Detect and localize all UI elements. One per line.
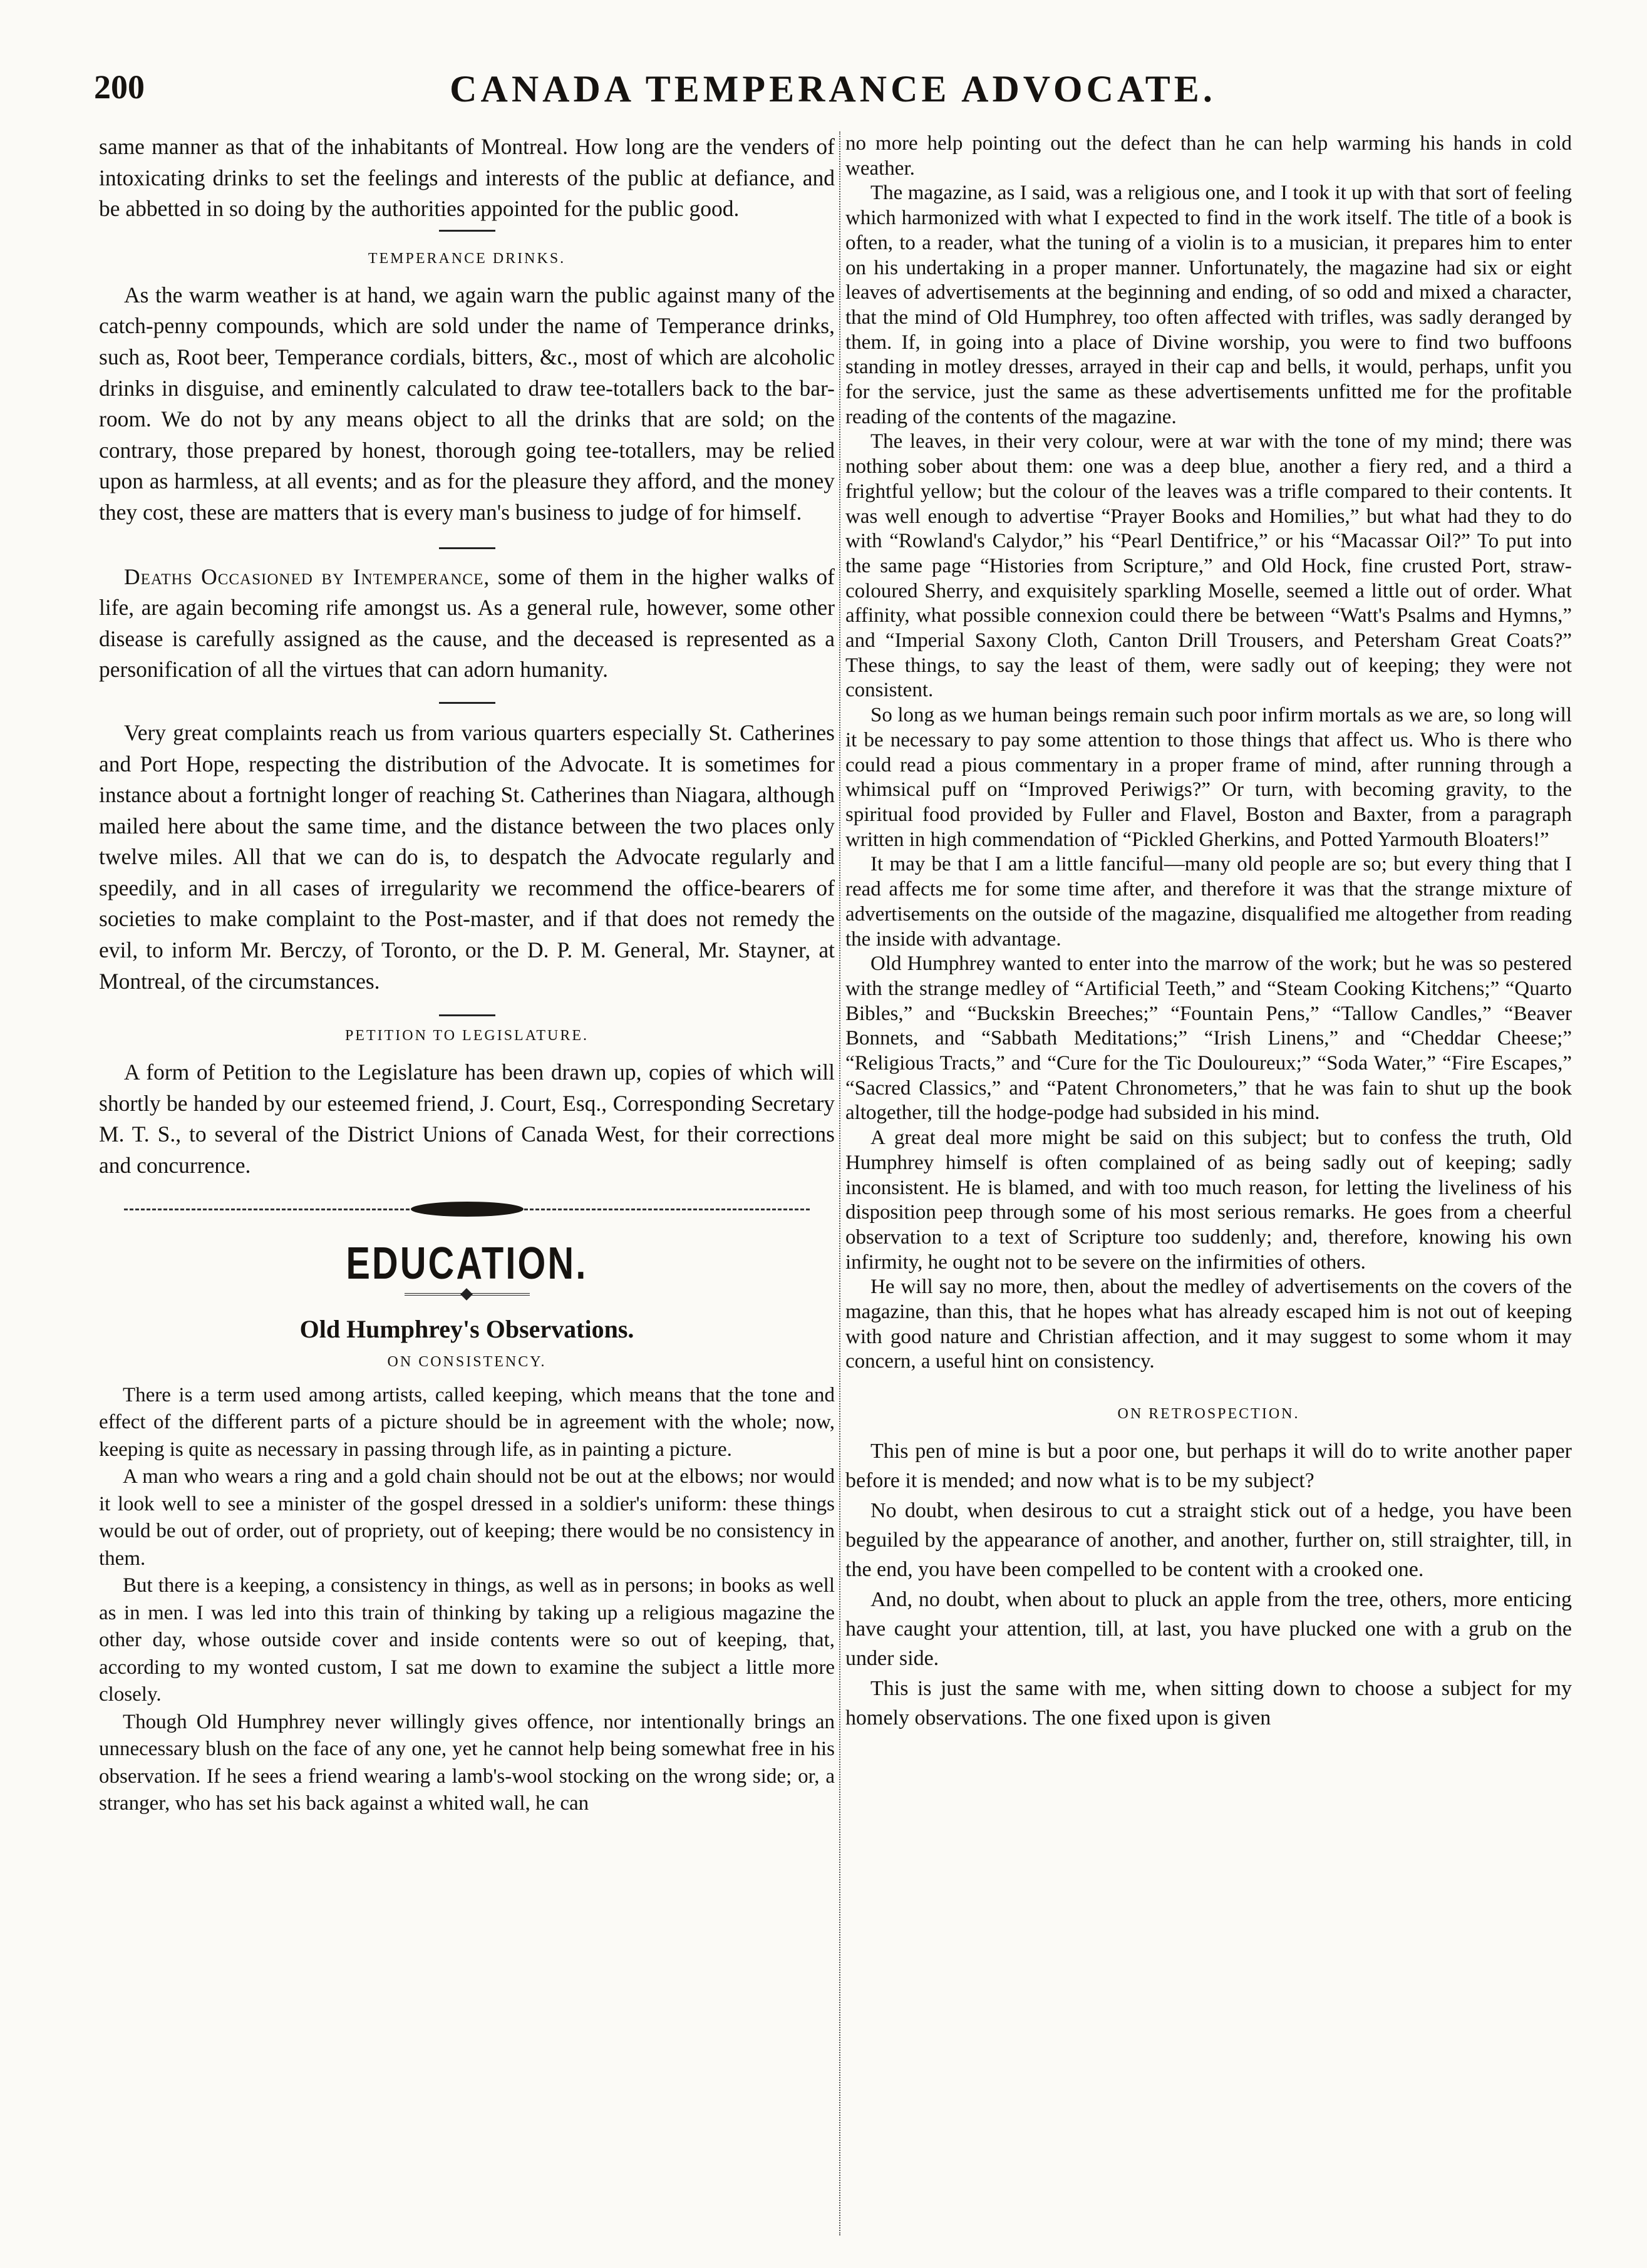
divider-rule	[439, 702, 495, 704]
article-paragraph: He will say no more, then, about the medley of advertisements on the covers of the magazine, than this, that he hopes what has already escaped him is not out of keeping with good nature and Christian affection, and it may suggest to some whom it may concern, a useful hint on consistency.	[845, 1276, 1572, 1373]
article-paragraph: This is just the same with me, when sitting down to choose a subject for my homely observations. The one fixed upon is given	[845, 1676, 1572, 1729]
section-heading-petition: PETITION TO LEGISLATURE.	[344, 1028, 589, 1044]
retrospection-section	[845, 1406, 1572, 1733]
ornamental-divider	[99, 1197, 835, 1222]
deaths-body: some of them in the higher walks of life, are again becoming rife amongst us. As a general rule, however, some other disease is carefully assigned as the cause, and the deceased is represented as a personification of all the virtues that can adorn humanity.	[99, 564, 835, 683]
article-paragraph: And, no doubt, when about to pluck an apple from the tree, others, more enticing have caught your attention, till, at last, you have plucked one with a grub on the under side.	[845, 1587, 1572, 1671]
article-paragraph: This pen of mine is but a poor one, but perhaps it will do to write another paper before it is mended; and now what is to be my subject?	[845, 1440, 1572, 1493]
heading-flourish	[405, 1293, 530, 1296]
section-heading-temperance-drinks: TEMPERANCE DRINKS.	[368, 250, 566, 267]
divider-rule	[439, 1014, 495, 1016]
page-header	[94, 68, 1572, 119]
article-paragraph: So long as we human beings remain such poor infirm mortals as we are, so long will it be necessary to pay some attention to those things that affect us. Who is there who could read a pious commentary in a proper frame of mind, after running through a whimsical puff on “Improved Periwigs?” Or turn, with becoming gravity, to the spiritual food provided by Fuller and Flavel, Boston and Baxter, from a paragraph written in high commendation of “Pickled Gherkins, and Potted Yarmouth Bloaters!”	[845, 704, 1572, 851]
article-paragraph: The leaves, in their very colour, were at war with the tone of my mind; there was nothing sober about them: one was a deep blue, another a fiery red, and a third a frightful yellow; but the colour of the leaves was a trifle compared to their contents. It was well enough to advertise “Prayer Books and Homilies,” but what had they to do with “Rowland's Calydor,” his “Pearl Dentifrice,” or his “Macassar Oil?” To put into the same page “Histories from Scripture,” and Old Hock, fine crusted Port, straw-coloured Sherry, and exquisitely sparkling Moselle, seemed a little out of order. What affinity, what possible connexion could there be between “Watt's Psalms and Hymns,” and “Imperial Saxony Cloth, Canton Drill Trousers, and Petersham Great Coats?” These things, to say the least of them, were sadly out of keeping; they were not consistent.	[845, 430, 1572, 702]
education-heading: EDUCATION.	[346, 1238, 588, 1289]
article-paragraph: But there is a keeping, a consistency in things, as well as in persons; in books as well as in men. I was led into this train of thinking by taking up a religious magazine the other day, whose outside cover and inside contents were so out of keeping, that, according to my wonted custom, I sat me down to examine the subject a little more closely.	[99, 1574, 835, 1706]
article-paragraph: A great deal more might be said on this subject; but to confess the truth, Old Humphrey himself is often complained of as being sadly out of keeping; sadly inconsistent. He is blamed, and with too much reason, for letting the liveliness of his disposition peep through some of his most serious remarks. He goes from a cheerful observation to a text of Scripture too suddenly; and, therefore, knowing his own infirmity, he ought not to be severe on the infirmities of others.	[845, 1126, 1572, 1274]
paragraph-deaths	[99, 562, 835, 686]
right-column	[845, 131, 1572, 2248]
left-column	[99, 131, 835, 2248]
page-number: 200	[94, 68, 145, 106]
running-title: CANADA TEMPERANCE ADVOCATE.	[450, 68, 1216, 110]
article-paragraph: The magazine, as I said, was a religious one, and I took it up with that sort of feeling which harmonized with what I expected to find in the work itself. The title of a book is often, to a reader, what the tuning of a violin is to a musician, it prepares him to enter on his undertaking in a proper manner. Unfortunately, the magazine had six or eight leaves of advertisements at the beginning and ending, of so odd and mixed a character, that the mind of Old Humphrey, too often affected with trifles, was sadly deranged by them. If, in going into a place of Divine worship, you were to find two buffoons standing in motley dresses, arrayed in their cap and bells, it would, perhaps, unfit you for the service, just the same as these advertisements unfitted me for the profitable reading of the contents of the magazine.	[845, 182, 1572, 428]
paragraph-complaints: Very great complaints reach us from various quarters especially St. Catherines and Port Hope, respecting the distribution of the Advocate. It is sometimes for instance about a fortnight longer of reaching St. Catherines than Niagara, although mailed here about the same time, and the distance between the two places only twelve miles. All that we can do is, to despatch the Advocate regularly and speedily, and in all cases of irregularity we recommend the office-bearers of societies to make complaint to the Post-master, and if that does not remedy the evil, to inform Mr. Berczy, of Toronto, or the D. P. M. General, Mr. Stayner, at Montreal, of the circumstances.	[99, 719, 835, 994]
article-paragraph: There is a term used among artists, called keeping, which means that the tone and effect of the different parts of a picture should be in agreement with the whole; now, keeping is quite as necessary in passing through life, as in painting a picture.	[99, 1383, 835, 1461]
column-divider	[839, 131, 842, 2235]
divider-rule	[439, 230, 495, 232]
paragraph-petition: A form of Petition to the Legislature has been drawn up, copies of which will shortly be handed by our esteemed friend, J. Court, Esq., Corresponding Secretary M. T. S., to several of the District Unions of Canada West, for their corrections and concurrence.	[99, 1059, 835, 1178]
paragraph-montreal: same manner as that of the inhabitants of Montreal. How long are the venders of intoxicating drinks to set the feelings and interests of the public at defiance, and be abbetted in so doing by the authorities appointed for the public good.	[99, 134, 835, 222]
article-subtitle: ON CONSISTENCY.	[387, 1353, 547, 1370]
article-paragraph: Old Humphrey wanted to enter into the marrow of the work; but he was so pestered with the strange medley of “Artificial Teeth,” and “Steam Cooking Kitchens;” “Quarto Bibles,” and “Buckskin Breeches;” “Fountain Pens,” “Tallow Candles,” “Beaver Bonnets, and “Sabbath Meditations;” “Irish Linens,” and “Cheddar Cheese;” “Religious Tracts,” and “Cure for the Tic Douloureux;” “Soda Water,” “Fire Escapes,” “Sacred Classics,” and “Patent Chronometers,” that he was fain to shut up the book altogether, till the hodge-podge had subsided in his mind.	[845, 952, 1572, 1125]
section-heading-retrospection: ON RETROSPECTION.	[1117, 1406, 1300, 1423]
article-paragraph: No doubt, when desirous to cut a straight stick out of a hedge, you have been beguiled by the appearance of another, and another, further on, still straighter, till, in the end, you have been compelled to be content with a crooked one.	[845, 1498, 1572, 1582]
editorial-notes	[99, 131, 835, 1182]
article-paragraph: Though Old Humphrey never willingly gives offence, nor intentionally brings an unnecessary blush on the face of any one, yet he cannot help being somewhat free in his observation. If he sees a friend wearing a lamb's-wool stocking on the wrong side; or, a stranger, who has set his back against a whited wall, he can	[99, 1710, 835, 1815]
article-paragraph: It may be that I am a little fanciful—many old people are so; but every thing that I read affects me for some time after, and therefore it was that the strange mixture of advertisements on the outside of the magazine, disqualified me altogether from reading the inside with advantage.	[845, 853, 1572, 951]
divider-rule	[439, 547, 495, 549]
paragraph-temperance-drinks: As the warm weather is at hand, we again warn the public against many of the catch-penny compounds, which are sold under the name of Temperance drinks, such as, Root beer, Temperance cordials, bitters, &c., most of which are alcoholic drinks in disguise, and eminently calculated to draw tee-totallers back to the bar-room. We do not by any means object to all the drinks that are sold; on the contrary, those prepared by honest, thorough going tee-totallers, may be relied upon as harmless, at all events; and as for the pleasure they afford, and the money they cost, these are matters that is every man's business to judge of for himself.	[99, 282, 835, 525]
article-paragraph: A man who wears a ring and a gold chain should not be out at the elbows; nor would it look well to see a minister of the gospel dressed in a soldier's uniform: these things would be out of order, out of propriety, out of keeping; there would be no consistency in them.	[99, 1465, 835, 1570]
article-paragraph: no more help pointing out the defect than he can help warming his hands in cold weather.	[845, 132, 1572, 180]
article-body-left	[99, 1382, 835, 1818]
article-title: Old Humphrey's Observations.	[299, 1314, 634, 1343]
deaths-lead: Deaths Occasioned by Intemperance,	[124, 564, 490, 589]
